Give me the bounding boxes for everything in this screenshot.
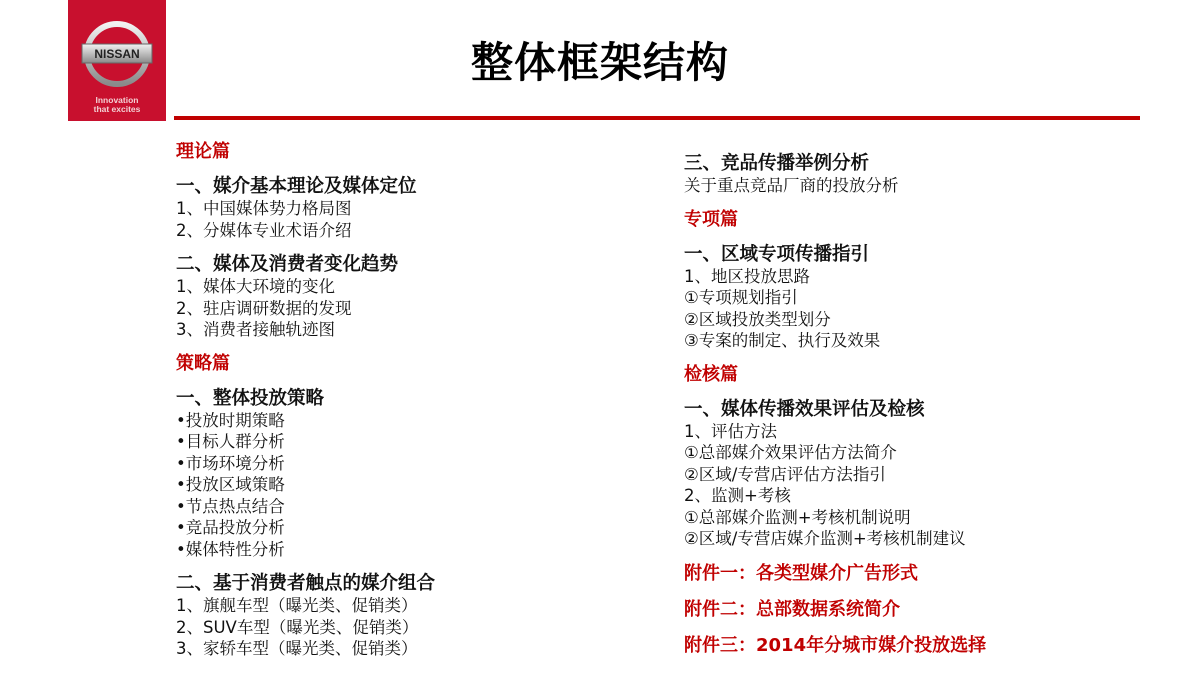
tagline-line-2: that excites <box>93 104 141 114</box>
list-item: ①总部媒介效果评估方法简介 <box>684 443 897 462</box>
list-item: ①专项规划指引 <box>684 288 798 307</box>
list-item: ①总部媒介监测+考核机制说明 <box>684 507 911 527</box>
list-item: •投放时期策略 <box>176 410 285 430</box>
list-item: 2、驻店调研数据的发现 <box>176 298 352 318</box>
list-item: 关于重点竞品厂商的投放分析 <box>684 176 899 195</box>
list-item: 1、评估方法 <box>684 421 777 441</box>
section-title: 检核篇 <box>684 363 738 385</box>
list-item: ②区域/专营店评估方法指引 <box>684 464 886 484</box>
list-item: 2、分媒体专业术语介绍 <box>176 220 352 240</box>
list-item: 3、家轿车型（曝光类、促销类） <box>176 639 418 658</box>
heading-title: 二、媒体及消费者变化趋势 <box>176 254 399 275</box>
heading-title: 二、基于消费者触点的媒介组合 <box>176 573 436 594</box>
section-title: 理论篇 <box>176 141 230 162</box>
page-title: 整体框架结构 <box>470 38 729 87</box>
appendix-title: 附件三：2014年分城市媒介投放选择 <box>684 634 987 656</box>
title-divider <box>174 116 1140 120</box>
list-item: 3、消费者接触轨迹图 <box>176 320 335 339</box>
tagline-line-1: Innovation <box>95 95 139 105</box>
logo-tagline <box>68 96 166 114</box>
right-column <box>684 153 986 658</box>
list-item: •投放区域策略 <box>176 475 285 494</box>
appendix-title: 附件二：总部数据系统简介 <box>684 598 900 620</box>
section-title: 专项篇 <box>684 208 738 230</box>
list-item: ③专案的制定、执行及效果 <box>684 331 881 350</box>
list-item: •竞品投放分析 <box>176 518 285 537</box>
list-item: •目标人群分析 <box>176 432 285 451</box>
heading-title: 一、媒介基本理论及媒体定位 <box>176 176 417 197</box>
list-item: 2、监测+考核 <box>684 486 791 505</box>
list-item: 1、旗舰车型（曝光类、促销类） <box>176 596 418 615</box>
left-column <box>176 141 435 660</box>
list-item: •媒体特性分析 <box>176 539 285 559</box>
list-item: 2、SUV车型（曝光类、促销类） <box>176 617 419 637</box>
svg-text:NISSAN: NISSAN <box>94 47 140 61</box>
list-item: •节点热点结合 <box>176 496 285 516</box>
heading-title: 一、区域专项传播指引 <box>684 243 870 265</box>
heading-title: 一、媒体传播效果评估及检核 <box>684 398 925 420</box>
list-item: 1、媒体大环境的变化 <box>176 277 335 296</box>
list-item: ②区域/专营店媒介监测+考核机制建议 <box>684 529 966 548</box>
list-item: •市场环境分析 <box>176 453 285 473</box>
heading-title: 一、整体投放策略 <box>176 387 325 409</box>
list-item: 1、地区投放思路 <box>684 266 810 286</box>
section-title: 策略篇 <box>176 352 230 374</box>
list-item: ②区域投放类型划分 <box>684 309 831 329</box>
heading-title: 三、竞品传播举例分析 <box>684 153 870 174</box>
list-item: 1、中国媒体势力格局图 <box>176 199 352 218</box>
appendix-title: 附件一：各类型媒介广告形式 <box>684 562 918 584</box>
